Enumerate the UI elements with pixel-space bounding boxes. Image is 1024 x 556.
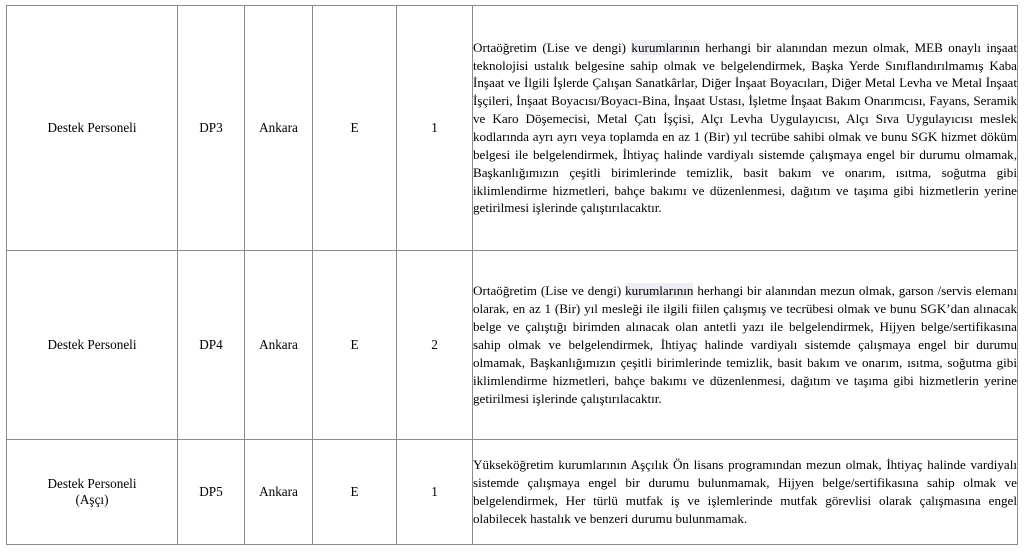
table-row [7, 251, 1018, 440]
cell-description [473, 251, 1018, 440]
qualifications-table [6, 5, 1018, 545]
description-body: herhangi bir alanından mezun olmak, MEB onaylı inşaat teknolojisi ustalık belgesine sahip olmak ve belgelendirmek, Başka Yerde Sınıflandırılmamış Kaba İnşaat ve İlgili İşlerde Çalışan Sanatkârlar, Diğer İnşaat Boyacıları, Diğer Metal Levha ve Metal İnşaat İşçileri, İnşaat Boyacısı/Boyacı-Bina, İnşaat Ustası, İşletme İnşaat Bakım Onarımcısı, Fayans, Seramik ve Karo Döşemecisi, Metal Çatı İşçisi, Alçı Levha Uygulayıcısı, Alçı Sıva Uygulayıcısı meslek kodlarında ayrı ayrı veya toplamda en az 1 (Bir) yıl tecrübe sahibi olmak ve bunu SGK hizmet döküm belgesi ile belgelendirmek, İhtiyaç halinde vardiyalı sistemde çalışmaya engel bir durumu olmamak, Başkanlığımızın çeşitli birimlerinde temizlik, basit bakım ve onarım, ısıtma, soğutma gibi iklimlendirme hizmetleri, bahçe bakımı ve düzenlenmesi, dağıtım ve taşıma gibi hizmetlerin yerine getirilmesi işlerinde çalıştırılacaktır. [473, 39, 1017, 216]
cell-description [473, 6, 1018, 251]
description-highlight: kurumlarının [625, 283, 694, 299]
position-count: 2 [431, 337, 438, 353]
gender-code: E [350, 120, 359, 136]
position-subtitle: (Aşçı) [75, 492, 109, 507]
table-row [7, 440, 1018, 545]
description-body: Yükseköğretim kurumlarının Aşçılık Ön lisans programından mezun olmak, İhtiyaç halinde vardiyalı sistemde çalışmaya engel bir durumu bulunmamak, Hijyen belge/sertifikasına sahip olmak ve belgelendirmek, Her türlü mutfak iş ve işlemlerinde mutfak görevlisi olarak çalışmasına engel olabilecek hastalık ve benzeri durumu bulunmamak. [473, 457, 1017, 526]
cell-description [473, 440, 1018, 545]
position-title: Destek Personeli [47, 120, 137, 136]
cell-code [178, 6, 245, 251]
position-code: DP4 [199, 337, 223, 353]
description-highlight: kurumlarının [631, 39, 700, 55]
position-title: Destek Personeli [47, 337, 137, 353]
description-text [473, 456, 1017, 527]
cell-position [7, 251, 178, 440]
cell-count [397, 6, 473, 251]
cell-code [178, 440, 245, 545]
cell-position [7, 440, 178, 545]
cell-position [7, 6, 178, 251]
position-title: Destek Personeli [47, 476, 137, 492]
position-code: DP3 [199, 120, 223, 136]
table-body [7, 6, 1018, 545]
position-code: DP5 [199, 484, 223, 500]
table-row [7, 6, 1018, 251]
description-text [473, 39, 1017, 218]
cell-code [178, 251, 245, 440]
cell-city [245, 6, 313, 251]
position-count: 1 [431, 120, 438, 136]
city-name: Ankara [259, 337, 298, 353]
city-name: Ankara [259, 484, 298, 500]
city-name: Ankara [259, 120, 298, 136]
gender-code: E [350, 337, 359, 353]
cell-gender [313, 6, 397, 251]
cell-count [397, 440, 473, 545]
cell-gender [313, 251, 397, 440]
description-prefix: Ortaöğretim (Lise ve dengi) [473, 39, 632, 55]
gender-code: E [350, 484, 359, 500]
description-body: herhangi bir alanından mezun olmak, garson /servis elemanı olarak, en az 1 (Bir) yıl mesleği ile ilgili fiilen çalışmış ve tecrübesi olmak ve bunu SGK’dan alınacak belge ve çalıştığı birimden alınacak olan antetli yazı ile belgelendirmek, Hijyen belge/sertifikasına sahip olmak ve belgelendirmek, İhtiyaç halinde vardiyalı sistemde çalışmaya engel bir durumu olmamak, Başkanlığımızın çeşitli birimlerinde temizlik, basit bakım ve onarım, ısıtma, soğutma gibi iklimlendirme hizmetleri, bahçe bakımı ve düzenlenmesi, dağıtım ve taşıma gibi hizmetlerin yerine getirilmesi işlerinde çalıştırılacaktır. [473, 283, 1017, 406]
position-count: 1 [431, 484, 438, 500]
cell-city [245, 440, 313, 545]
description-text [473, 282, 1017, 407]
cell-city [245, 251, 313, 440]
cell-gender [313, 440, 397, 545]
description-prefix: Ortaöğretim (Lise ve dengi) [473, 283, 626, 299]
cell-count [397, 251, 473, 440]
